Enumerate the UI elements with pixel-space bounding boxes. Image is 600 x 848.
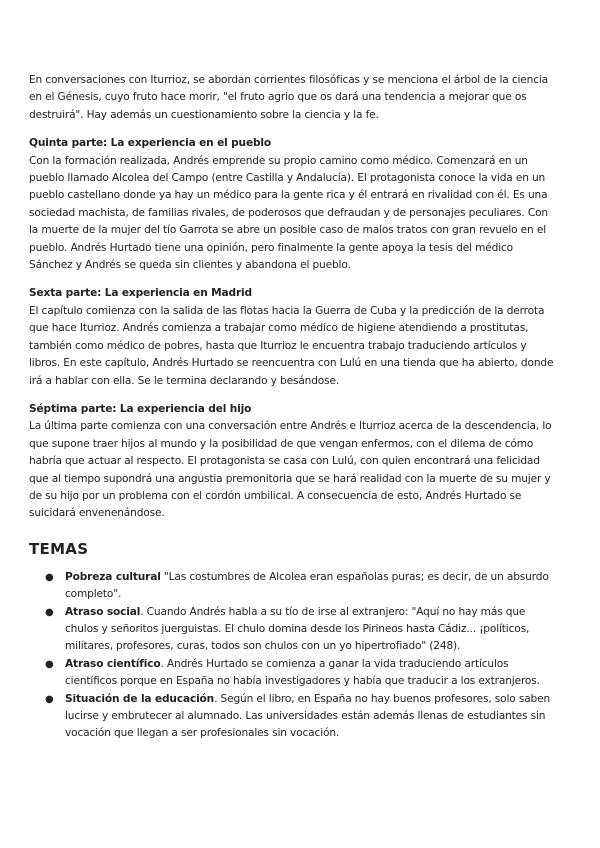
topic-text: . Andrés Hurtado se comienza a ganar la vida traduciendo artículos científicos porque en España no había investigadores y había que traducir a los extranjeros. — [65, 657, 540, 688]
topic-name: Atraso científico — [65, 657, 161, 670]
list-item — [29, 569, 555, 604]
topics-list — [29, 569, 555, 743]
topic-name: Pobreza cultural — [65, 570, 161, 583]
document-content — [29, 72, 555, 743]
section-title: Quinta parte: La experiencia en el pueblo — [29, 137, 272, 150]
bullet-icon: ● — [45, 571, 54, 583]
section-title: Sexta parte: La experiencia en Madrid — [29, 287, 252, 300]
intro-paragraph: En conversaciones con Iturrioz, se abordan corrientes filosóficas y se menciona el árbol de la ciencia en el Génesis, cuyo fruto hace morir, "el fruto agrio que os dará una tendencia a mejorar que os destruirá". Hay además un cuestionamiento sobre la ciencia y la fe. — [29, 74, 549, 121]
section-quinta — [29, 135, 555, 274]
topics-heading: TEMAS — [29, 539, 89, 558]
topic-name: Situación de la educación — [65, 692, 215, 705]
topic-text: "Las costumbres de Alcolea eran españolas puras; es decir, de un absurdo completo". — [65, 570, 549, 601]
topic-name: Atraso social — [65, 605, 141, 618]
list-item — [29, 604, 555, 656]
bullet-icon: ● — [45, 606, 54, 618]
section-body: El capítulo comienza con la salida de las flotas hacia la Guerra de Cuba y la predicción de la derrota que hace Iturrioz. Andrés comienza a trabajar como médico de higiene atendiendo a prostitutas, también como médico de pobres, hasta que Iturrioz le encuentra trabajo traduciendo artículos y libros. En este capítulo, Andrés Hurtado se reencuentra con Lulú en una tienda que ha abierto, donde irá a hablar con ella. Se le termina declarando y besándose. — [29, 304, 554, 387]
bullet-icon: ● — [45, 658, 54, 670]
section-title: Séptima parte: La experiencia del hijo — [29, 402, 252, 415]
list-item — [29, 656, 555, 691]
section-body: La última parte comienza con una conversación entre Andrés e Iturrioz acerca de la descendencia, lo que supone traer hijos al mundo y la posibilidad de que vengan enfermos, con el dilema de cómo habría que actuar al respecto. El protagonista se casa con Lulú, con quien encontrará una felicidad que al tiempo supondrá una angustia premonitoria que se hará realidad con la muerte de su mujer y de su hijo por un problema con el cordón umbilical. A consecuencia de esto, Andrés Hurtado se suicidará envenenándose. — [29, 420, 552, 520]
topic-text: . Según el libro, en España no hay buenos profesores, solo saben lucirse y embrutecer al alumnado. Las universidades están además llenas de estudiantes sin vocación que llegan a ser profesionales sin vocación. — [65, 692, 551, 740]
topic-text: . Cuando Andrés habla a su tío de irse al extranjero: "Aquí no hay más que chulos y señoritos juerguistas. El chulo domina desde los Pirineos hasta Cádiz... ¡políticos, militares, profesores, curas, todos son chulos con un yo hipertrofiado" (248). — [65, 605, 530, 653]
list-item — [29, 691, 555, 743]
section-septima — [29, 401, 555, 523]
section-body: Con la formación realizada, Andrés emprende su propio camino como médico. Comenzará en un pueblo llamado Alcolea del Campo (entre Castilla y Andalucía). El protagonista conoce la vida en un pueblo castellano donde ya hay un médico para la gente rica y él entrará en rivalidad con él. Es una sociedad machista, de familias rivales, de poderosos que defraudan y de personajes peculiares. Con la muerte de la mujer del tío Garrota se abre un posible caso de malos tratos con gran revuelo en el pueblo. Andrés Hurtado tiene una opinión, pero finalmente la gente apoya la tesis del médico Sánchez y Andrés se queda sin clientes y abandona el pueblo. — [29, 154, 548, 272]
bullet-icon: ● — [45, 693, 54, 705]
section-sexta — [29, 285, 555, 389]
